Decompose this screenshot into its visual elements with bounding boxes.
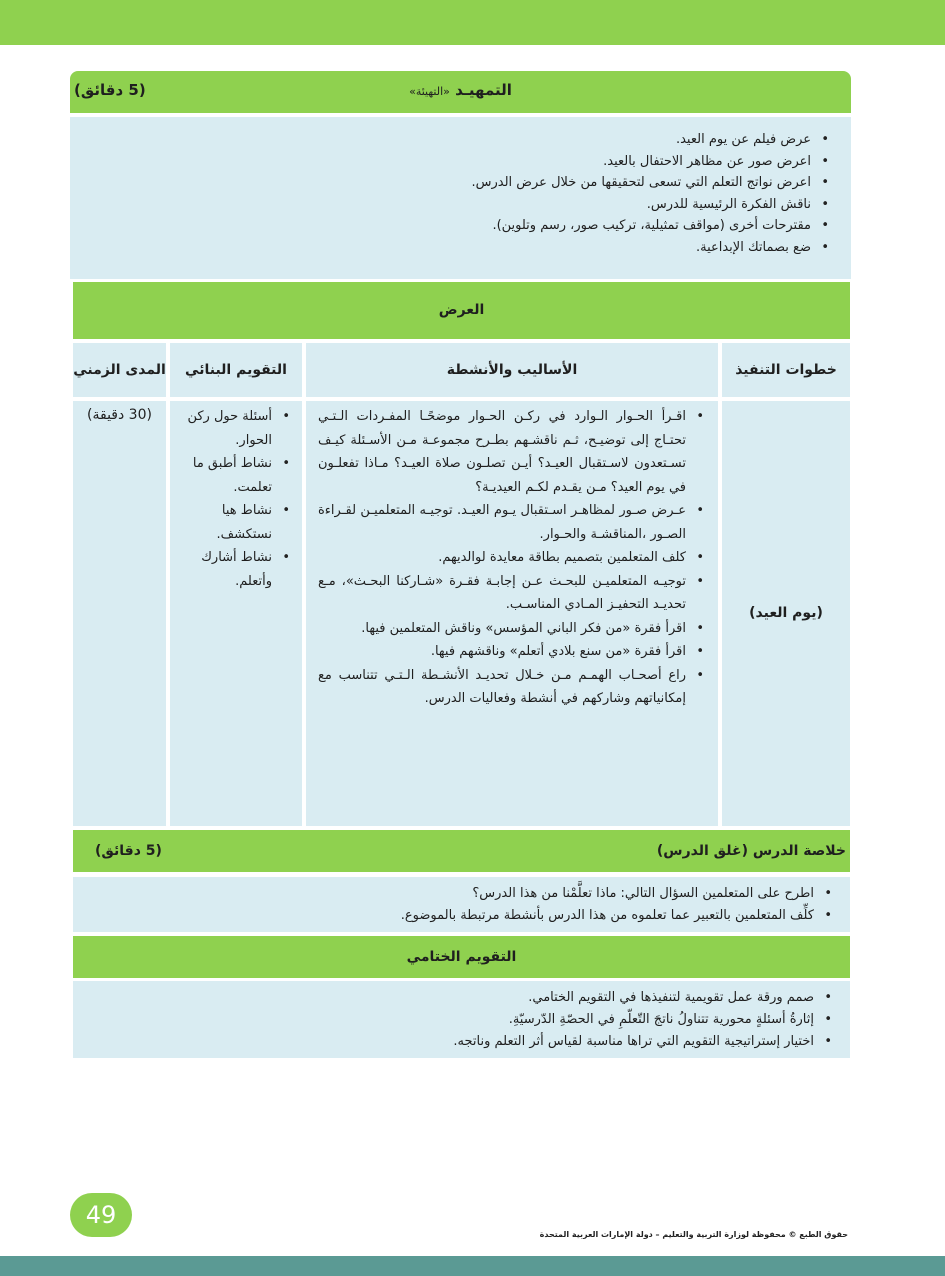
list-item: • نشاط أطبق ما تعلمت. — [176, 452, 294, 499]
bottom-accent-bar — [0, 1256, 945, 1276]
time-cell — [73, 401, 166, 826]
copyright-notice: حقوق الطبع © محفوظة لوزارة التربية والتعليم – دولة الإمارات العربية المتحدة — [539, 1230, 848, 1239]
intro-title-sub: «التهيئة» — [409, 85, 450, 98]
list-item: • توجيـه المتعلميـن للبحـث عـن إجابـة فقـرة «شـاركنا البحـث»، مـع تحديـد التحفيـز المـادي المناسـب. — [318, 570, 708, 617]
top-accent-bar — [0, 0, 945, 45]
list-item: • نشاط هيا نستكشف. — [176, 499, 294, 546]
presentation-title: العرض — [438, 302, 485, 318]
list-item: • اقـرأ الحـوار الـوارد في ركـن الحـوار موضحًـا المفـردات الـتـي تحتـاج إلى توضيـح، ثـم ناقشـهم بطـرح مجموعـة مـن الأسـئلة كيـف تسـتعدون لاسـتقبال العيـد؟ أيـن تصلـون صلاة العيـد؟ مـاذا تفعلـون في يوم العيد؟ مـن يقـدم لكـم العيديـة؟ — [318, 405, 708, 499]
list-item: • كلف المتعلمين بتصميم بطاقة معايدة لوالديهم. — [318, 546, 708, 570]
time-value: (30 دقيقة) — [87, 407, 152, 423]
summary-duration: (5 دقائق) — [95, 843, 162, 859]
methods-list — [318, 405, 708, 711]
intro-header — [70, 71, 851, 113]
evaluation-list — [176, 405, 294, 593]
list-item: • عرض فيلم عن يوم العيد. — [70, 129, 833, 151]
list-item: • كلِّف المتعلمين بالتعبير عما تعلموه من هذا الدرس بأنشطة مرتبطة بالموضوع. — [73, 905, 836, 927]
step-name: (يوم العيد) — [749, 605, 823, 621]
list-item: • اختيار إستراتيجية التقويم التي تراها مناسبة لقياس أثر التعلم وناتجه. — [73, 1031, 836, 1053]
intro-title — [70, 81, 851, 99]
list-item: • نشاط أشارك وأتعلم. — [176, 546, 294, 593]
list-item: • اقرأ فقرة «من فكر الباني المؤسس» وناقش المتعلمين فيها. — [318, 617, 708, 641]
final-evaluation-title: التقويم الختامي — [406, 949, 517, 965]
column-header-time: المدى الزمني — [73, 343, 166, 397]
list-item: • مقترحات أخرى (مواقف تمثيلية، تركيب صور، رسم وتلوين). — [70, 215, 833, 237]
list-item: • أسئلة حول ركن الحوار. — [176, 405, 294, 452]
summary-body — [73, 877, 850, 932]
column-header-steps: خطوات التنفيذ — [722, 343, 850, 397]
steps-cell — [722, 401, 850, 826]
summary-title: خلاصة الدرس (غلق الدرس) — [656, 843, 846, 859]
evaluation-cell — [170, 401, 302, 826]
list-item: • اقرأ فقرة «من سنع بلادي أتعلم» وناقشهم فيها. — [318, 640, 708, 664]
intro-title-main: التمهيـد — [455, 81, 512, 99]
list-item: • ضع بصماتك الإبداعية. — [70, 237, 833, 259]
list-item: • عـرض صـور لمظاهـر اسـتقبال يـوم العيـد. توجيـه المتعلميـن لقـراءة الصـور ،المناقشـة والحـوار. — [318, 499, 708, 546]
column-header-methods: الأساليب والأنشطة — [306, 343, 718, 397]
list-item: • اعرض صور عن مظاهر الاحتفال بالعيد. — [70, 151, 833, 173]
final-evaluation-list — [73, 987, 836, 1053]
intro-list — [70, 129, 833, 258]
summary-list — [73, 883, 836, 927]
summary-header — [73, 830, 850, 872]
presentation-header — [73, 282, 850, 339]
intro-body — [70, 117, 851, 279]
list-item: • اعرض نواتج التعلم التي تسعى لتحقيقها من خلال عرض الدرس. — [70, 172, 833, 194]
list-item: • إثارةُ أسئلةٍ محورية تتناولُ ناتجَ التّعلّمِ في الحصّةِ الدّرسيّةِ. — [73, 1009, 836, 1031]
final-evaluation-header — [73, 936, 850, 978]
list-item: • راع أصحـاب الهمـم مـن خـلال تحديـد الأنشـطة الـتـي تتناسب مع إمكانياتهم وشاركهم في أنشطة وفعاليات الدرس. — [318, 664, 708, 711]
list-item: • صمم ورقة عمل تقويمية لتنفيذها في التقويم الختامي. — [73, 987, 836, 1009]
methods-cell — [306, 401, 718, 826]
page-number: 49 — [70, 1193, 132, 1237]
column-header-evaluation: التقويم البنائي — [170, 343, 302, 397]
final-evaluation-body — [73, 981, 850, 1058]
list-item: • اطرح على المتعلمين السؤال التالي: ماذا تعلَّمْنا من هذا الدرس؟ — [73, 883, 836, 905]
list-item: • ناقش الفكرة الرئيسية للدرس. — [70, 194, 833, 216]
intro-duration: (5 دقائق) — [74, 81, 146, 99]
